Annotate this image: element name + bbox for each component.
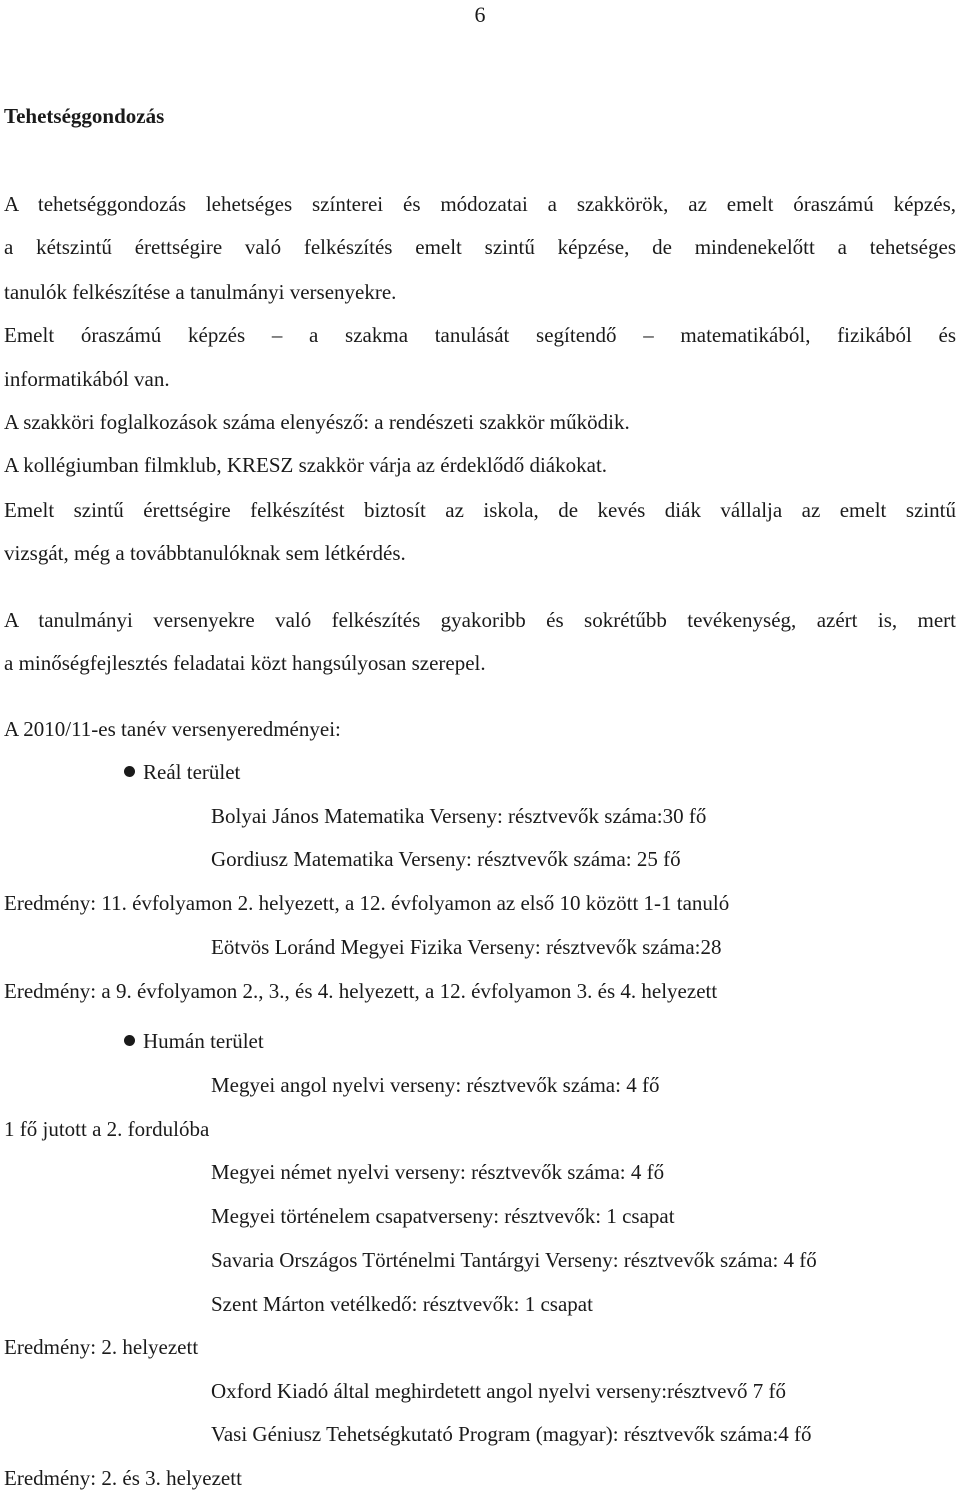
text-line: vizsgát, még a továbbtanulóknak sem létkérdés.	[4, 541, 406, 565]
section-heading: Tehetséggondozás	[4, 104, 165, 128]
text-line: A kollégiumban filmklub, KRESZ szakkör várja az érdeklődő diákokat.	[4, 453, 608, 477]
competition-entry: Eötvös Loránd Megyei Fizika Verseny: résztvevők száma:28	[211, 935, 722, 959]
real-bullet	[124, 762, 240, 783]
competition-entry: Megyei történelem csapatverseny: résztvevők: 1 csapat	[211, 1204, 675, 1228]
competition-entry: Vasi Géniusz Tehetségkutató Program (magyar): résztvevők száma:4 fő	[211, 1422, 812, 1446]
real-title: Reál terület	[143, 760, 241, 784]
competition-entry: Savaria Országos Történelmi Tantárgyi Verseny: résztvevők száma: 4 fő	[211, 1248, 817, 1272]
competition-entry: Oxford Kiadó által meghirdetett angol nyelvi verseny:résztvevő 7 fő	[211, 1379, 786, 1403]
competition-entry: Megyei angol nyelvi verseny: résztvevők száma: 4 fő	[211, 1073, 660, 1097]
competition-entry: Szent Márton vetélkedő: résztvevők: 1 csapat	[211, 1292, 593, 1316]
human-title: Humán terület	[143, 1029, 264, 1053]
result-line: 1 fő jutott a 2. fordulóba	[4, 1117, 210, 1141]
result-line: Eredmény: 2. és 3. helyezett	[4, 1466, 242, 1490]
results-intro: A 2010/11-es tanév versenyeredményei:	[4, 717, 341, 741]
text-line: Emelt óraszámú képzés – a szakma tanulását segítendő – matematikából, fizikából és	[4, 323, 956, 347]
text-line: informatikából van.	[4, 367, 170, 391]
text-line: A szakköri foglalkozások száma elenyésző: a rendészeti szakkör működik.	[4, 410, 630, 434]
human-bullet	[124, 1031, 264, 1052]
text-line: A tanulmányi versenyekre való felkészítés gyakoribb és sokrétűbb tevékenység, azért is, mert	[4, 608, 956, 632]
text-line: a kétszintű érettségire való felkészítés emelt szintű képzése, de mindenekelőtt a tehetséges	[4, 235, 956, 259]
result-line: Eredmény: 2. helyezett	[4, 1335, 199, 1359]
bullet-icon	[124, 1035, 135, 1046]
text-line: a minőségfejlesztés feladatai közt hangsúlyosan szerepel.	[4, 651, 486, 675]
text-line: A tehetséggondozás lehetséges színterei és módozatai a szakkörök, az emelt óraszámú képzés,	[4, 192, 956, 216]
bullet-icon	[124, 766, 135, 777]
text-line: tanulók felkészítése a tanulmányi versenyekre.	[4, 280, 397, 304]
result-line: Eredmény: a 9. évfolyamon 2., 3., és 4. helyezett, a 12. évfolyamon 3. és 4. helyezett	[4, 979, 718, 1003]
result-line: Eredmény: 11. évfolyamon 2. helyezett, a 12. évfolyamon az első 10 között 1-1 tanuló	[4, 891, 730, 915]
page-number: 6	[474, 2, 486, 27]
text-line: Emelt szintű érettségire felkészítést biztosít az iskola, de kevés diák vállalja az emelt szintű	[4, 498, 956, 522]
competition-entry: Gordiusz Matematika Verseny: résztvevők száma: 25 fő	[211, 847, 681, 871]
competition-entry: Megyei német nyelvi verseny: résztvevők száma: 4 fő	[211, 1160, 665, 1184]
competition-entry: Bolyai János Matematika Verseny: résztvevők száma:30 fő	[211, 804, 707, 828]
